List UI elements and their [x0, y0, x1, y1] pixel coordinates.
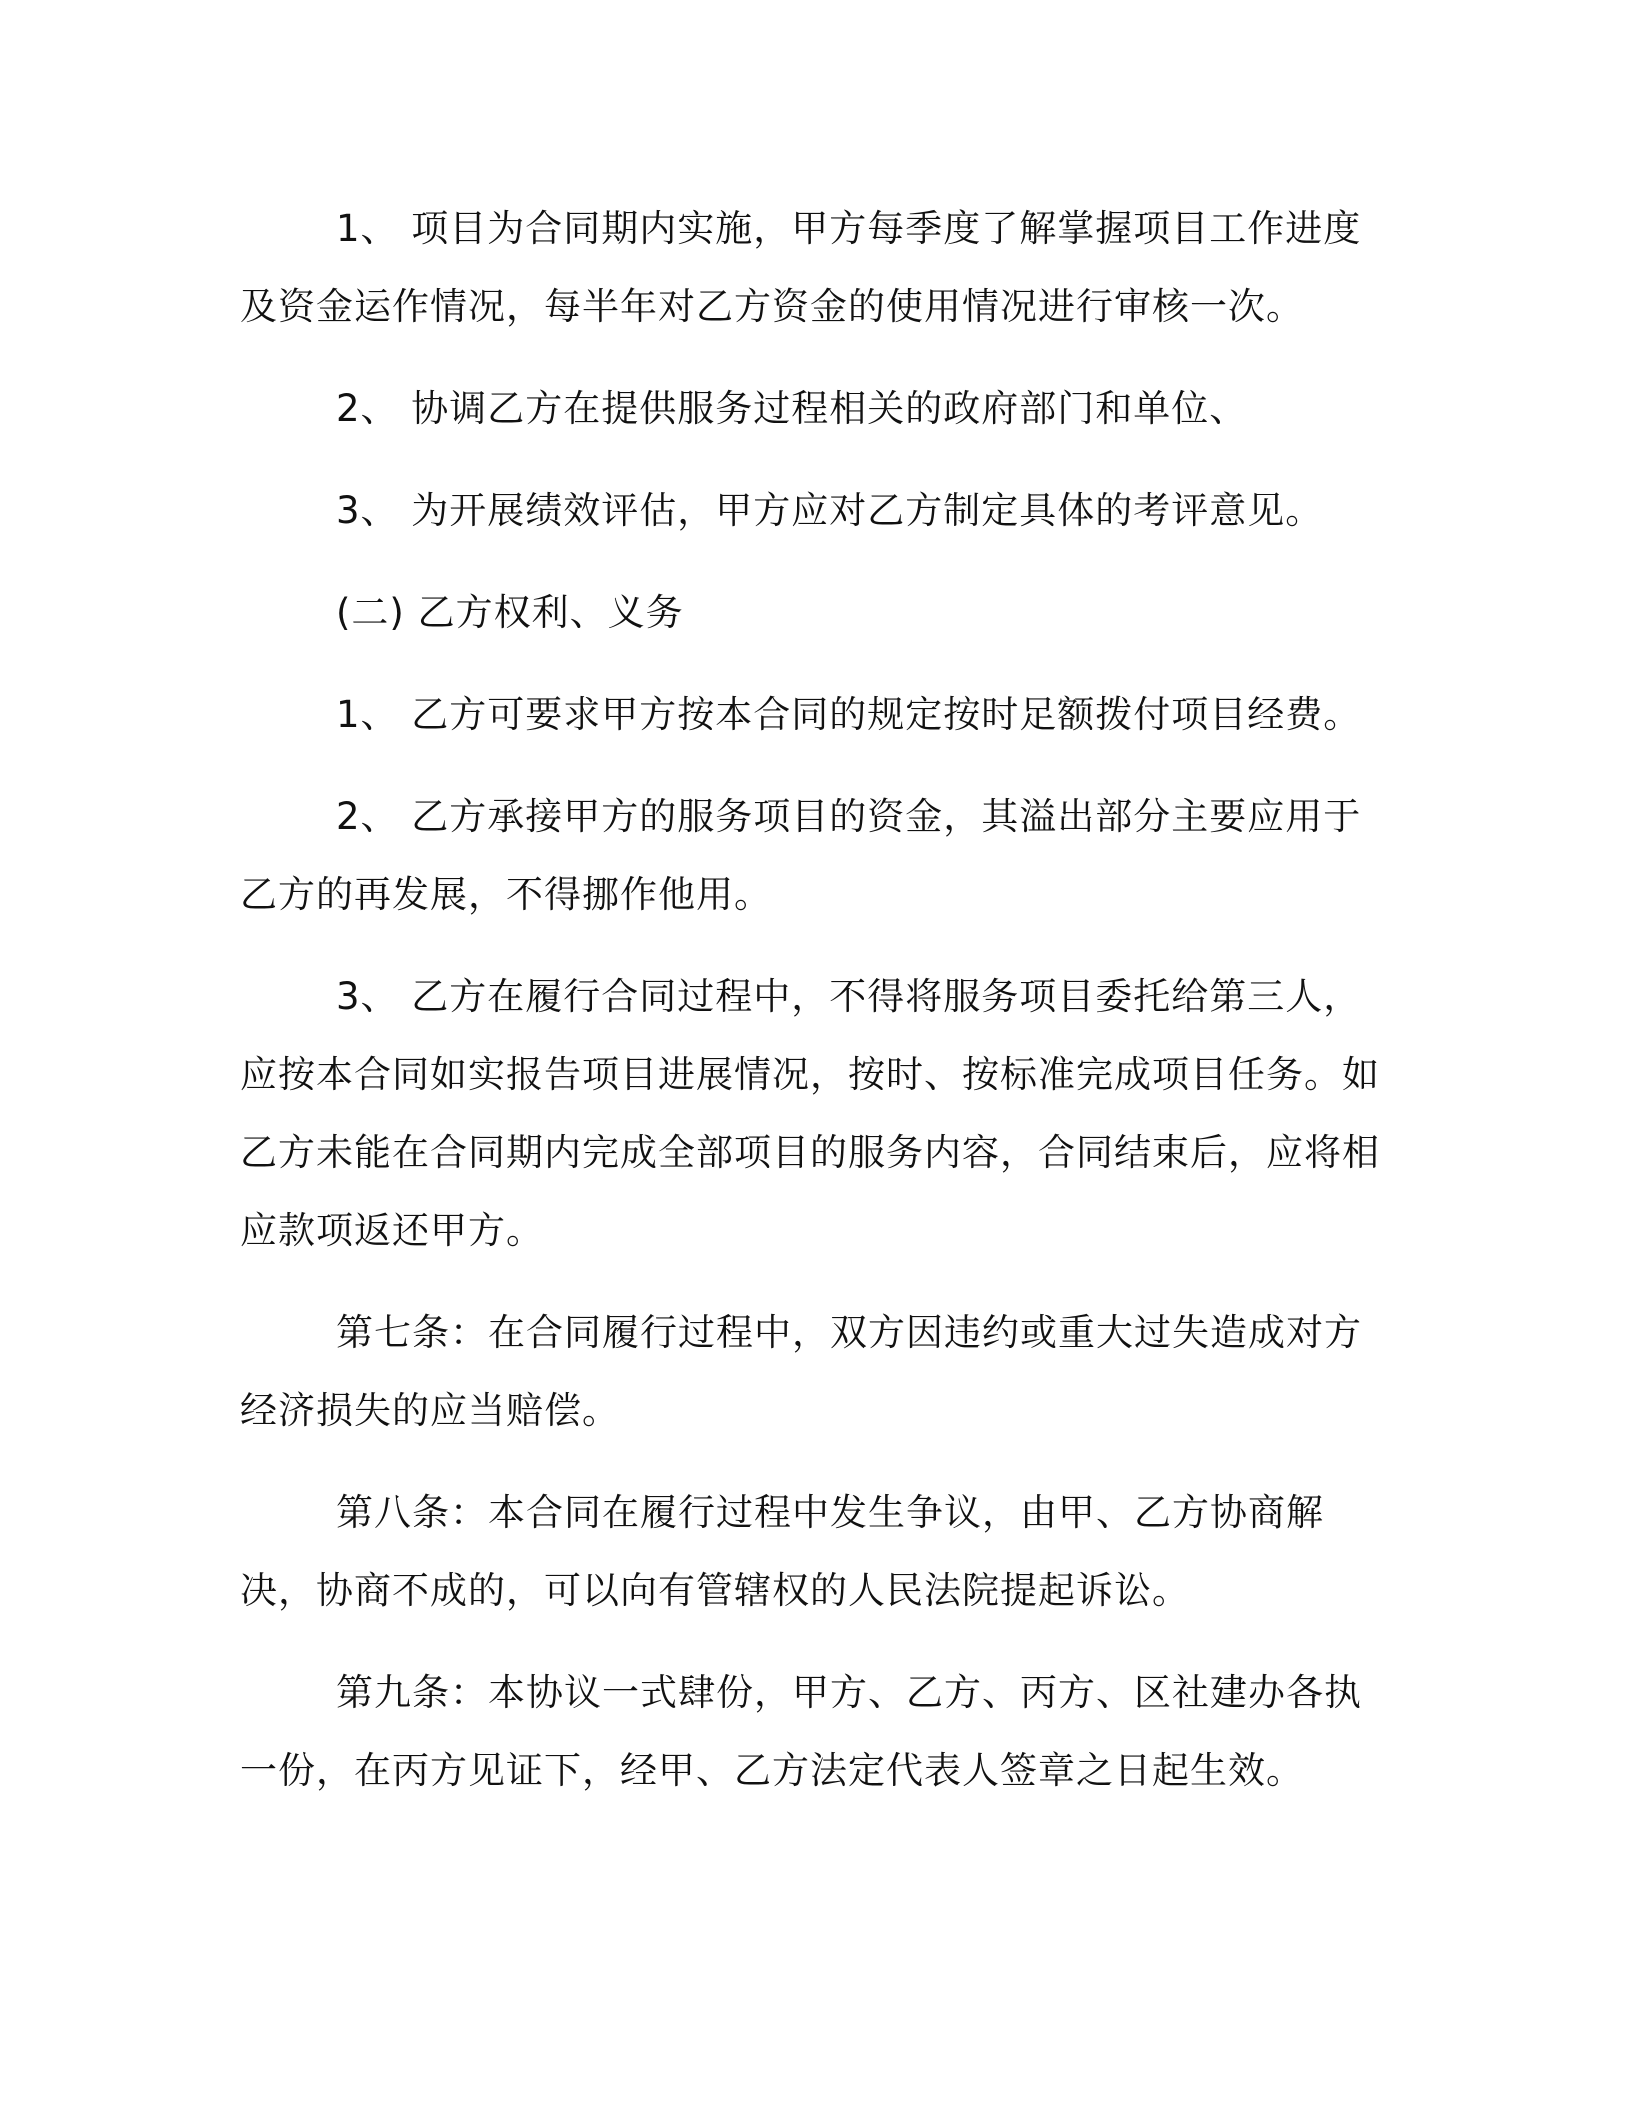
clause-party-b-2: 2、 乙方承接甲方的服务项目的资金，其溢出部分主要应用于乙方的再发展，不得挪作他用。	[240, 795, 1362, 916]
clause-party-b-3: 3、 乙方在履行合同过程中，不得将服务项目委托给第三人，应按本合同如实报告项目进展情况，按时、按标准完成项目任务。如乙方未能在合同期内完成全部项目的服务内容，合同结束后，应将相应款项返还甲方。	[240, 975, 1380, 1252]
article-nine: 第九条：本协议一式肆份，甲方、乙方、丙方、区社建办各执一份，在丙方见证下，经甲、乙方法定代表人签章之日起生效。	[240, 1671, 1362, 1792]
section-heading-party-b: (二) 乙方权利、义务	[336, 591, 684, 634]
document-body	[240, 190, 1390, 1834]
clause-party-a-2: 2、 协调乙方在提供服务过程相关的政府部门和单位、	[336, 387, 1248, 430]
clause-party-a-1: 1、 项目为合同期内实施，甲方每季度了解掌握项目工作进度及资金运作情况，每半年对乙方资金的使用情况进行审核一次。	[240, 207, 1362, 328]
article-seven: 第七条：在合同履行过程中，双方因违约或重大过失造成对方经济损失的应当赔偿。	[240, 1311, 1362, 1432]
article-eight: 第八条：本合同在履行过程中发生争议，由甲、乙方协商解决，协商不成的，可以向有管辖权的人民法院提起诉讼。	[240, 1491, 1324, 1612]
clause-party-b-1: 1、 乙方可要求甲方按本合同的规定按时足额拨付项目经费。	[336, 693, 1362, 736]
clause-party-a-3: 3、 为开展绩效评估，甲方应对乙方制定具体的考评意见。	[336, 489, 1324, 532]
